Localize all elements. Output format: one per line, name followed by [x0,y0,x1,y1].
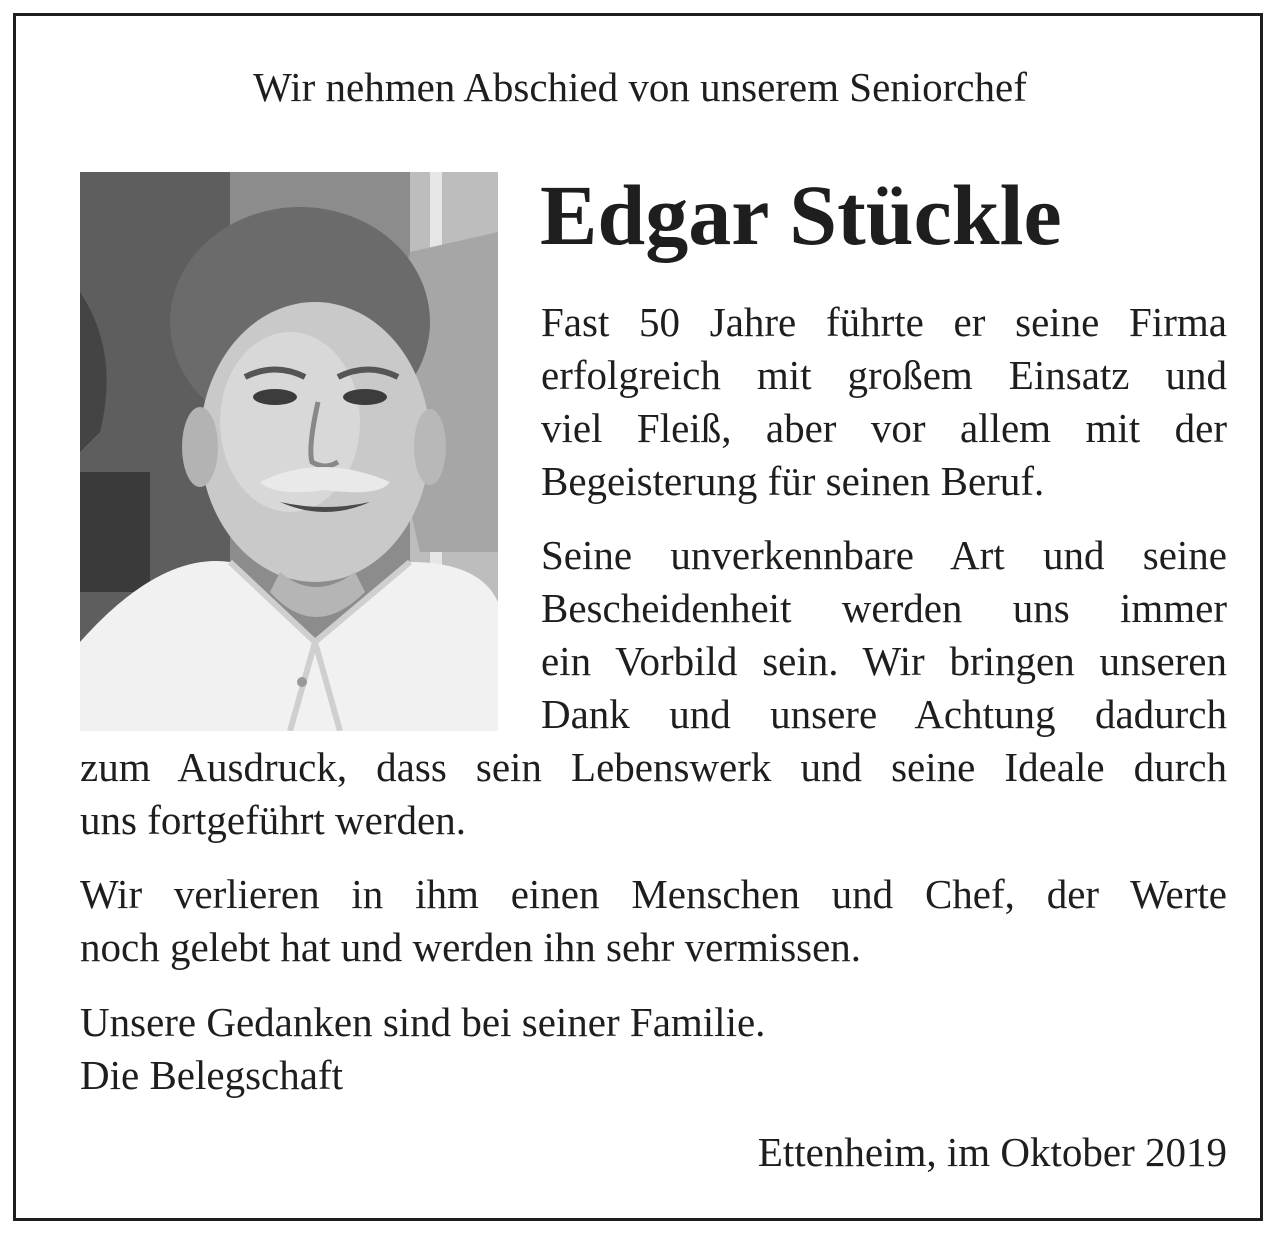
portrait-photo [80,172,498,731]
para2-line-6: uns fortgeführt werden. [80,797,466,843]
para1-line-3: viel Fleiß, aber vor allem mit der [541,405,1227,451]
para2-line-1: Seine unverkennbare Art und seine [541,532,1227,578]
place-and-date: Ettenheim, im Oktober 2019 [757,1129,1227,1175]
para2-line-3: ein Vorbild sein. Wir bringen unseren [541,638,1227,684]
para2-line-2: Bescheidenheit werden uns immer [541,585,1227,631]
closing-line: Unsere Gedanken sind bei seiner Familie. [80,999,766,1045]
para3-line-1: Wir verlieren in ihm einen Menschen und Chef, der Werte [80,871,1227,917]
para1-line-1: Fast 50 Jahre führte er seine Firma [541,299,1227,345]
intro-heading: Wir nehmen Abschied von unserem Seniorchef [253,64,1027,110]
para3-line-2: noch gelebt hat und werden ihn sehr vermissen. [80,924,862,970]
para2-line-5: zum Ausdruck, dass sein Lebenswerk und seine Ideale durch [80,744,1227,790]
signature: Die Belegschaft [80,1052,343,1098]
para2-line-4: Dank und unsere Achtung dadurch [541,691,1227,737]
deceased-name: Edgar Stückle [540,167,1062,263]
para1-line-2: erfolgreich mit großem Einsatz und [541,352,1227,398]
para1-line-4: Begeisterung für seinen Beruf. [541,458,1045,504]
